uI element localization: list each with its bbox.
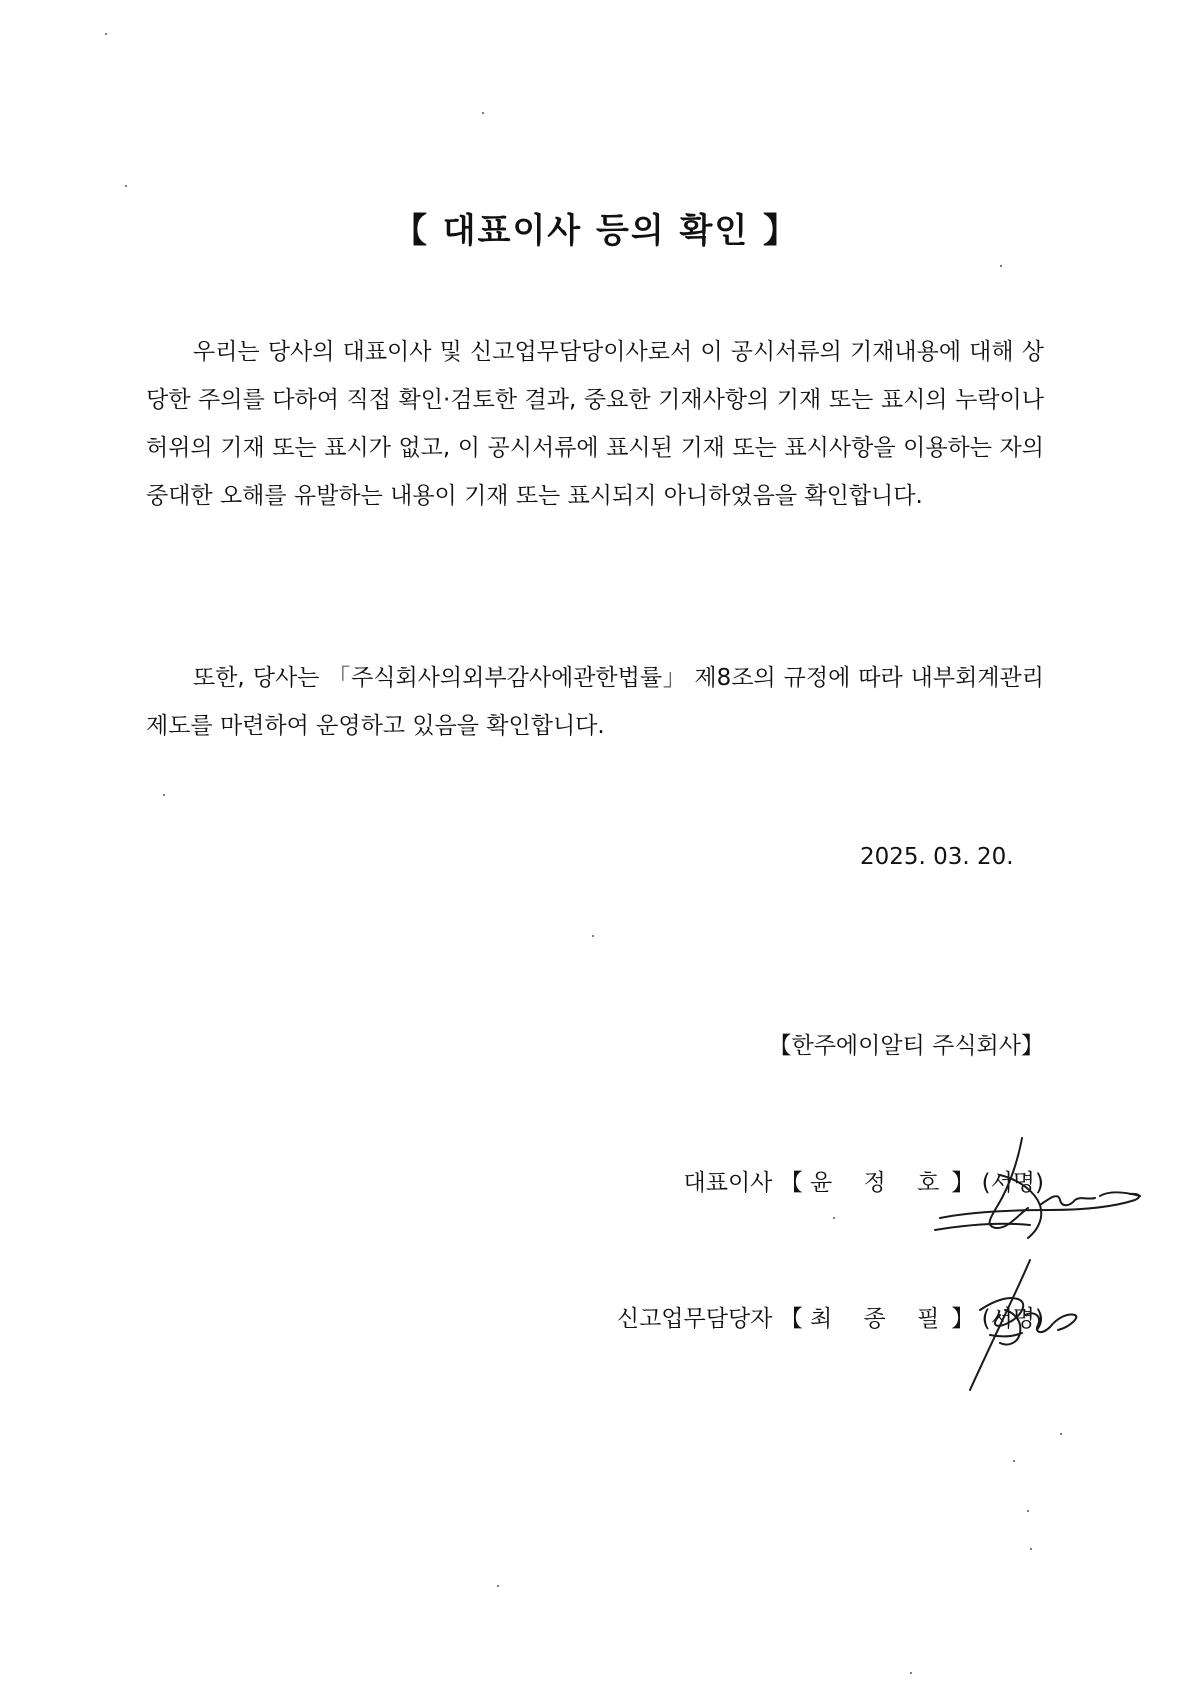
scan-speck: [1060, 1433, 1062, 1435]
officer-signature-line: [617, 1300, 1044, 1333]
scan-speck: [833, 1217, 835, 1219]
scan-speck: [482, 112, 484, 114]
internal-control-paragraph: 또한, 당사는 「주식회사의외부감사에관한법률」 제8조의 규정에 따라 내부회계관리제도를 마련하여 운영하고 있음을 확인합니다.: [146, 665, 1044, 739]
company-name: 【한주에이알티 주식회사】: [768, 1033, 1044, 1059]
scan-speck: [910, 1672, 912, 1674]
scan-speck: [105, 33, 107, 35]
bracket-close: 】: [951, 1170, 975, 1196]
signatory-role: 대표이사: [683, 1170, 773, 1196]
sign-note: (서명): [981, 1170, 1044, 1196]
scan-speck: [592, 935, 594, 937]
scan-speck: [1027, 1510, 1029, 1512]
page-title: 【 대표이사 등의 확인 】: [392, 210, 800, 251]
bracket-open: 【: [779, 1170, 803, 1196]
document-date: 2025. 03. 20.: [860, 844, 1014, 870]
scan-speck: [1013, 1460, 1015, 1462]
scan-speck: [497, 1585, 499, 1587]
bracket-close: 】: [951, 1306, 975, 1332]
signatory-role: 신고업무담당자: [616, 1306, 773, 1332]
scan-speck: [125, 185, 127, 187]
bracket-open: 【: [779, 1306, 803, 1332]
scan-speck: [1000, 265, 1002, 267]
signatory-name: 윤 정 호: [810, 1170, 952, 1196]
ceo-signature-line: [684, 1164, 1044, 1197]
scan-speck: [163, 794, 165, 796]
confirmation-paragraph: 우리는 당사의 대표이사 및 신고업무담당이사로서 이 공시서류의 기재내용에 대해 상당한 주의를 다하여 직접 확인·검토한 결과, 중요한 기재사항의 기재 또는 표시의 누락이나 허위의 기재 또는 표시가 없고, 이 공시서류에 표시된 기재 또는 표시사항을 이용하는 자의 중대한 오해를 유발하는 내용이 기재 또는 표시되지 아니하였음을 확인합니다.: [146, 339, 1044, 509]
scan-speck: [1030, 1548, 1032, 1550]
signatory-name: 최 종 필: [810, 1306, 952, 1332]
sign-note: (서명): [981, 1306, 1044, 1332]
